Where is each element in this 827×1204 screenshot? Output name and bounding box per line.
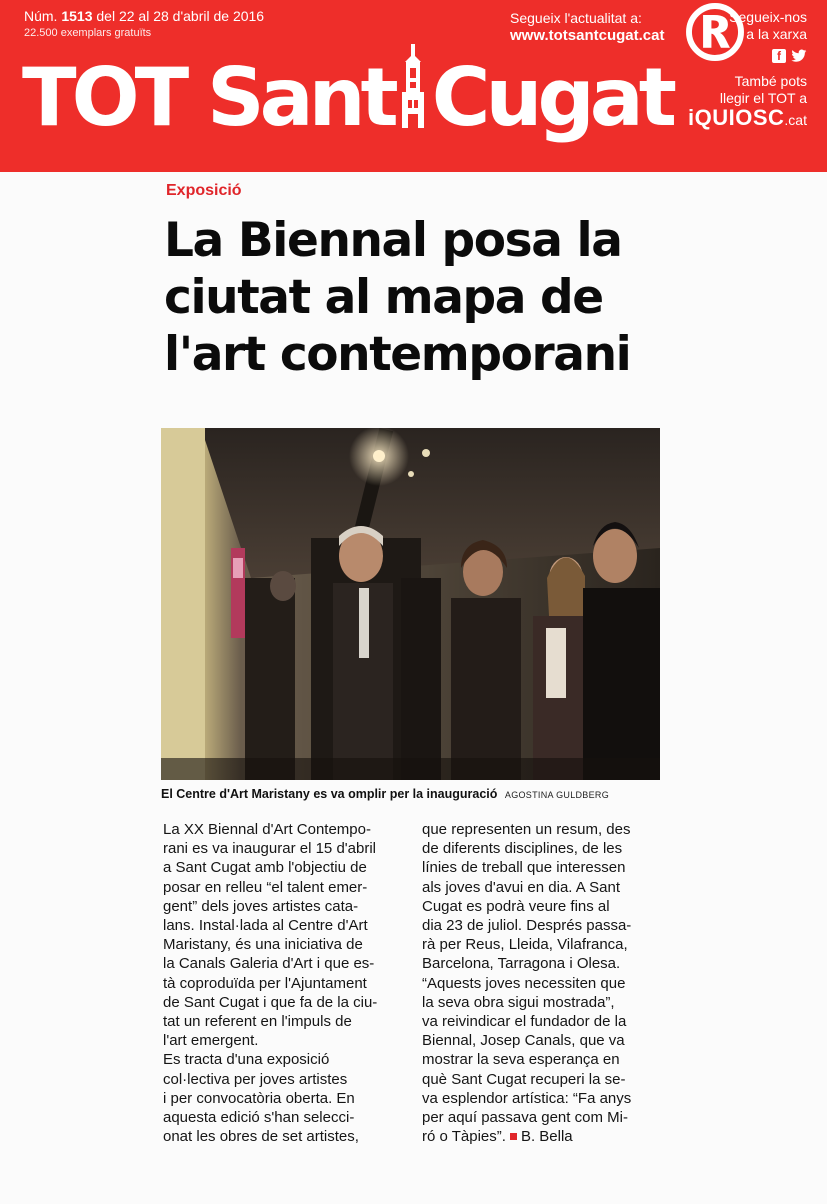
body-line: Biennal, Josep Canals, que va bbox=[422, 1032, 625, 1050]
body-line: mostrar la seva esperança en bbox=[422, 1051, 620, 1069]
body-line: rani es va inaugurar el 15 d'abril bbox=[163, 840, 376, 858]
headline bbox=[164, 212, 684, 383]
body-column-1 bbox=[163, 820, 403, 1146]
kiosk-tld: .cat bbox=[784, 112, 807, 128]
also-line-2: llegir el TOT a bbox=[719, 90, 807, 106]
section-label: Exposició bbox=[166, 182, 242, 199]
logo-text-left: TOT Sant bbox=[22, 51, 394, 144]
social-block bbox=[687, 9, 807, 129]
social-line-2: a la xarxa bbox=[746, 26, 807, 42]
body-line: Cugat es podrà veure fins al bbox=[422, 897, 610, 915]
social-icons bbox=[687, 49, 807, 63]
body-line: col·lectiva per joves artistes bbox=[163, 1070, 348, 1088]
body-line: tat un referent en l'impuls de bbox=[163, 1013, 352, 1031]
bell-tower-icon bbox=[400, 44, 426, 128]
twitter-icon[interactable] bbox=[791, 49, 807, 63]
photo-caption bbox=[161, 787, 609, 801]
body-line: la Canals Galeria d'Art i que es- bbox=[163, 955, 375, 973]
kiosk-link[interactable] bbox=[687, 105, 807, 130]
body-line: dia 23 de juliol. Després passa- bbox=[422, 917, 632, 935]
body-line: per aquí passava gent com Mi- bbox=[422, 1109, 628, 1127]
body-line: lans. Instal·lada al Centre d'Art bbox=[163, 917, 368, 935]
body-line: a Sant Cugat amb l'objectiu de bbox=[163, 859, 367, 877]
author-marker bbox=[510, 1133, 517, 1140]
issue-prefix: Núm. bbox=[24, 8, 58, 24]
body-line: La XX Biennal d'Art Contempo- bbox=[163, 821, 371, 838]
body-line: tà coproduïda per l'Ajuntament bbox=[163, 974, 367, 992]
photo-credit: AGOSTINA GULDBERG bbox=[504, 790, 610, 800]
body-line: rà per Reus, Lleida, Vilafranca, bbox=[422, 936, 628, 954]
body-line: gent” dels joves artistes cata- bbox=[163, 897, 359, 915]
body-line: va esplendor artística: “Fa anys bbox=[422, 1089, 632, 1107]
body-line: Maristany, és una iniciativa de bbox=[163, 936, 363, 954]
copies-count: 22.500 exemplars gratuïts bbox=[24, 27, 152, 39]
logo-text-right: Cugat bbox=[431, 51, 672, 144]
follow-block bbox=[510, 9, 664, 45]
body-line: la seva obra sigui mostrada”, bbox=[422, 993, 615, 1011]
headline-line: La Biennal posa la bbox=[164, 213, 622, 268]
body-line: “Aquests joves necessiten que bbox=[422, 974, 626, 992]
website-link[interactable]: www.totsantcugat.cat bbox=[510, 27, 665, 44]
body-line: posar en relleu “el talent emer- bbox=[163, 878, 368, 896]
follow-label: Segueix l'actualitat a: bbox=[510, 10, 642, 26]
also-line-1: També pots bbox=[734, 73, 807, 89]
body-line: Barcelona, Tarragona i Olesa. bbox=[422, 955, 621, 973]
body-line: aquesta edició s'han selecci- bbox=[163, 1109, 355, 1127]
body-line: als joves d'avui en dia. A Sant bbox=[422, 878, 620, 896]
body-line: va reivindicar el fundador de la bbox=[422, 1013, 627, 1031]
masthead bbox=[0, 0, 827, 172]
exhibition-photo bbox=[161, 428, 660, 780]
headline-line: ciutat al mapa de bbox=[164, 270, 603, 325]
body-line: de diferents disciplines, de les bbox=[422, 840, 623, 858]
body-line: i per convocatòria oberta. En bbox=[163, 1089, 355, 1107]
social-line-1: Segueix-nos bbox=[729, 9, 807, 25]
registered-mark: ® bbox=[674, 0, 750, 80]
issue-dates: del 22 al 28 d'abril de 2016 bbox=[96, 8, 265, 24]
body-line: què Sant Cugat recuperi la se- bbox=[422, 1070, 626, 1088]
headline-line: l'art contemporani bbox=[164, 327, 631, 382]
body-line: que representen un resum, des bbox=[422, 821, 631, 838]
body-line: de Sant Cugat i que fa de la ciu- bbox=[163, 993, 378, 1011]
issue-number: 1513 bbox=[61, 8, 93, 24]
kiosk-brand: iQUIOSC bbox=[688, 105, 785, 130]
body-line-final bbox=[422, 1127, 662, 1146]
body-line: l'art emergent. bbox=[163, 1032, 259, 1050]
body-column-2 bbox=[422, 820, 662, 1146]
body-line: Es tracta d'una exposició bbox=[163, 1051, 330, 1069]
body-line: línies de treball que interessen bbox=[422, 859, 626, 877]
facebook-icon[interactable]: f bbox=[772, 49, 786, 63]
author-name: B. Bella bbox=[520, 1128, 573, 1146]
issue-info bbox=[24, 8, 264, 25]
caption-text: El Centre d'Art Maristany es va omplir per la inauguració bbox=[161, 787, 498, 801]
body-line: onat les obres de set artistes, bbox=[163, 1128, 359, 1146]
body-line-text: ró o Tàpies”. bbox=[422, 1128, 506, 1146]
